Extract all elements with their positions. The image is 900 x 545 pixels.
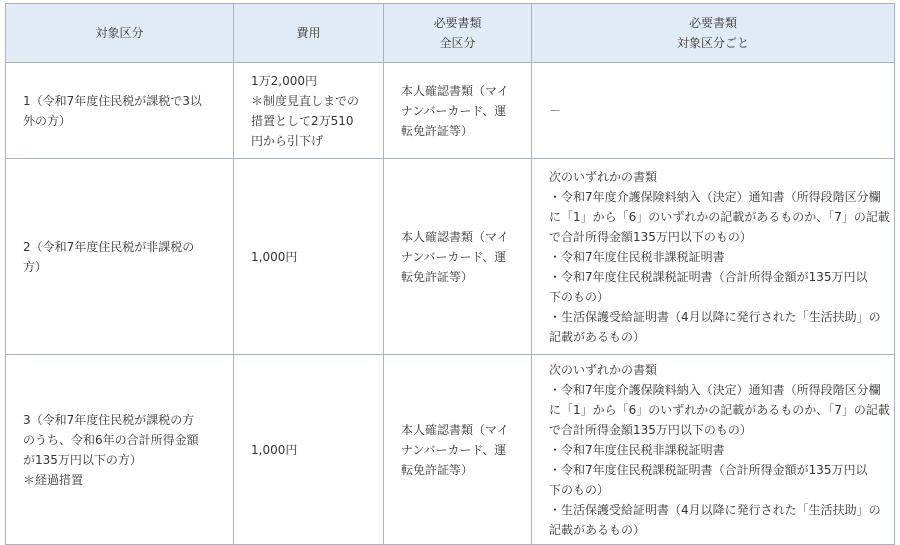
category-cell [6, 63, 234, 159]
cell-line: 2（令和7年度住民税が非課税の [23, 239, 195, 254]
docs-all-cell [384, 63, 532, 159]
cell-line: ・令和7年度住民税課税証明書（合計所得金額が135万円以 [549, 462, 868, 477]
category-cell [6, 355, 234, 545]
cell-line: に「1」から「6」のいずれかの記載があるものか、「7」の記載 [549, 402, 890, 417]
cell-line: ナンバーカード、運 [401, 249, 507, 264]
header-fee [234, 4, 384, 63]
cell-line: 1,000円 [251, 249, 298, 264]
cell-line: 下のもの） [549, 289, 610, 304]
docs-specific-cell [532, 355, 895, 545]
cell-line: 記載があるもの） [549, 329, 646, 344]
cell-line: 転免許証等） [401, 123, 474, 138]
cell-line: 方） [23, 259, 48, 274]
cell-line: 外の方） [23, 113, 72, 128]
cell-line: ・令和7年度介護保険料納入（決定）通知書（所得段階区分欄 [549, 189, 881, 204]
cell-line: ・令和7年度住民税非課税証明書 [549, 249, 725, 264]
header-row [6, 4, 895, 63]
cell-line: ＊制度見直しまでの [251, 93, 360, 108]
header-docs-all [384, 4, 532, 63]
cell-line: － [549, 103, 562, 118]
header-line: 対象区分 [95, 26, 144, 40]
table-row [6, 355, 895, 545]
cell-line: のうち、令和6年の合計所得金額 [23, 432, 199, 447]
header-line: 費用 [296, 26, 321, 40]
cell-line: 3（令和7年度住民税が課税の方 [23, 412, 195, 427]
cell-line: 1,000円 [251, 442, 298, 457]
fee-cell [234, 355, 384, 545]
cell-line: 記載があるもの） [549, 522, 646, 537]
header-docs-specific [532, 4, 895, 63]
cell-line: 本人確認書類（マイ [401, 422, 509, 437]
header-line: 必要書類 [433, 16, 482, 30]
cell-line: 次のいずれかの書類 [549, 169, 658, 184]
header-line: 全区分 [439, 36, 476, 50]
cell-line: 次のいずれかの書類 [549, 362, 658, 377]
docs-all-cell [384, 159, 532, 355]
cell-line: ・令和7年度住民税課税証明書（合計所得金額が135万円以 [549, 269, 868, 284]
header-line: 対象区分ごと [676, 36, 749, 50]
cell-line: で合計所得金額135万円以下のもの） [549, 422, 752, 437]
docs-specific-cell [532, 159, 895, 355]
cell-line: で合計所得金額135万円以下のもの） [549, 229, 752, 244]
cell-line: ナンバーカード、運 [401, 103, 507, 118]
cell-line: ・令和7年度住民税非課税証明書 [549, 442, 725, 457]
category-cell [6, 159, 234, 355]
cell-line: 本人確認書類（マイ [401, 229, 509, 244]
cell-line: 1（令和7年度住民税が課税で3以 [23, 93, 202, 108]
cell-line: が135万円以下の方） [23, 452, 142, 467]
header-line: 必要書類 [688, 16, 737, 30]
cell-line: ・令和7年度介護保険料納入（決定）通知書（所得段階区分欄 [549, 382, 881, 397]
cell-line: 下のもの） [549, 482, 610, 497]
cell-line: 措置として2万510 [251, 113, 354, 128]
cell-line: 本人確認書類（マイ [401, 83, 509, 98]
docs-all-cell [384, 355, 532, 545]
cell-line: 円から引下げ [251, 133, 324, 148]
cell-line: 転免許証等） [401, 269, 474, 284]
cell-line: ＊経過措置 [23, 472, 84, 487]
cell-line: ・生活保護受給証明書（4月以降に発行された「生活扶助」の [549, 309, 881, 324]
cell-line: に「1」から「6」のいずれかの記載があるものか、「7」の記載 [549, 209, 890, 224]
fee-cell [234, 63, 384, 159]
header-category [6, 4, 234, 63]
cell-line: ・生活保護受給証明書（4月以降に発行された「生活扶助」の [549, 502, 881, 517]
table-row [6, 159, 895, 355]
fee-table [5, 3, 895, 545]
cell-line: 1万2,000円 [251, 73, 317, 88]
table-row [6, 63, 895, 159]
fee-cell [234, 159, 384, 355]
cell-line: 転免許証等） [401, 462, 474, 477]
cell-line: ナンバーカード、運 [401, 442, 507, 457]
docs-specific-cell [532, 63, 895, 159]
